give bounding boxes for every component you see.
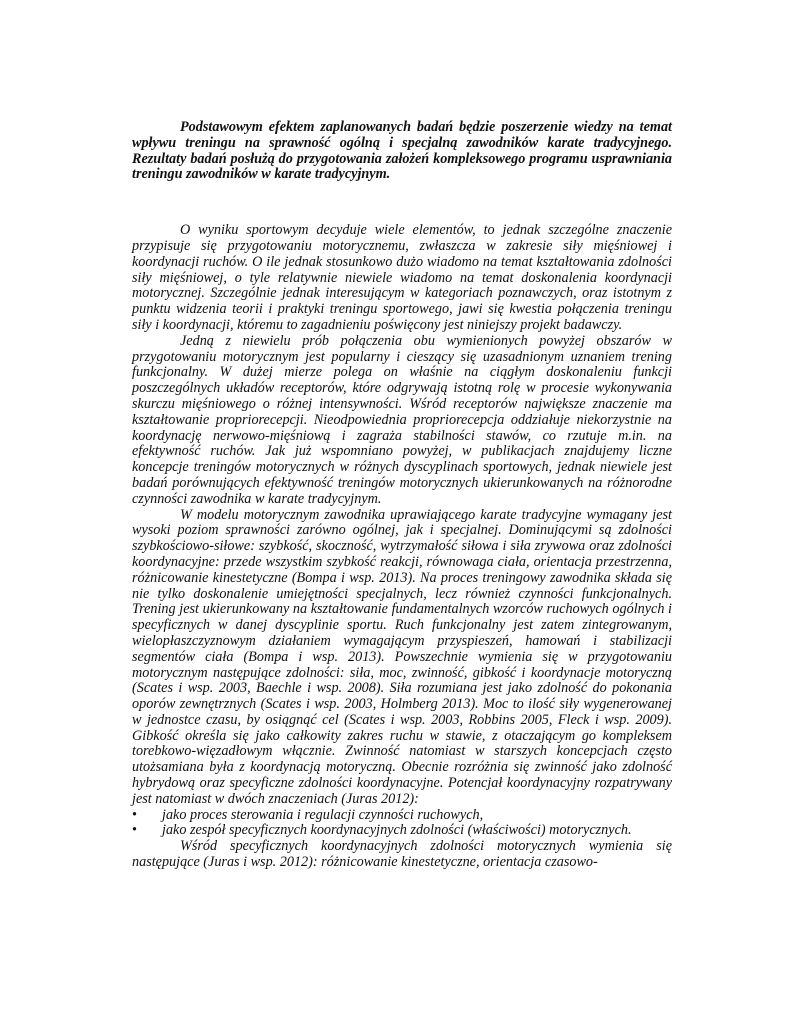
bullet-list	[132, 808, 672, 840]
bullet-text: jako zespół specyficznych koordynacyjnych zdolności (właściwości) motorycznych.	[162, 822, 632, 839]
bullet-item	[132, 808, 672, 824]
body-paragraph: Jedną z niewielu prób połączenia obu wymienionych powyżej obszarów w przygotowaniu motorycznym jest popularny i cieszący się uzasadnionym uznaniem trening funkcjonalny. W dużej mierze polega on właśnie na ciągłym doskonaleniu funkcji poszczególnych układów receptorów, które odgrywają istotną rolę w procesie wykonywania skurczu mięśniowego o różnej intensywności. Wśród receptorów największe znaczenie ma kształtowanie propriorecepcji. Nieodpowiednia propriorecepcja oddziałuje niekorzystnie na koordynację nerwowo-mięśniową i zagraża stabilności stawów, co rzutuje m.in. na efektywność ruchów. Jak już wspomniano powyżej, w publikacjach znajdujemy liczne koncepcje treningów motorycznych w różnych dyscyplinach sportowych, jednak niewiele jest badań porównujących efektywność treningów motorycznych ukierunkowanych na różnorodne czynności zawodnika w karate tradycyjnym.	[132, 332, 672, 507]
abstract-paragraph: Podstawowym efektem zaplanowanych badań będzie poszerzenie wiedzy na temat wpływu treningu na sprawność ogólną i specjalną zawodników karate tradycyjnego. Rezultaty badań posłużą do przygotowania założeń kompleksowego programu usprawniania treningu zawodników w karate tradycyjnym.	[132, 119, 672, 183]
bullet-item	[132, 823, 672, 839]
body-paragraph: W modelu motorycznym zawodnika uprawiającego karate tradycyjne wymagany jest wysoki poziom sprawności zarówno ogólnej, jak i specjalnej. Dominującymi są zdolności szybkościowo-siłowe: szybkość, skoczność, wytrzymałość siłowa i siła zrywowa oraz zdolności koordynacyjne: przede wszystkim szybkość reakcji, równowaga ciała, orientacja przestrzenna, różnicowanie kinestetyczne (Bompa i wsp. 2013). Na proces treningowy zawodnika składa się nie tylko doskonalenie umiejętności specjalnych, lecz również czynności funkcjonalnych. Trening jest ukierunkowany na kształtowanie fundamentalnych wzorców ruchowych ogólnych i specyficznych w danej dyscyplinie sportu. Ruch funkcjonalny jest zatem zintegrowanym, wielopłaszczyznowym działaniem wymagającym przyspieszeń, hamowań i stabilizacji segmentów ciała (Bompa i wsp. 2013). Powszechnie wymienia się w przygotowaniu motorycznym następujące zdolności: siła, moc, zwinność, gibkość i koordynacje motoryczną (Scates i wsp. 2003, Baechle i wsp. 2008). Siła rozumiana jest jako zdolność do pokonania oporów zewnętrznych (Scates i wsp. 2003, Holmberg 2013). Moc to ilość siły wygenerowanej w jednostce czasu, by osiągnąć cel (Scates i wsp. 2003, Robbins 2005, Fleck i wsp. 2009). Gibkość określa się jako całkowity zakres ruchu w stawie, z otaczającym go kompleksem torebkowo-więzadłowym włącznie. Zwinność natomiast w starszych koncepcjach często utożsamiana była z koordynacją motoryczną. Obecnie rozróżnia się zwinność jako zdolność hybrydową oraz specyficzne zdolności koordynacyjne. Potencjał koordynacyjny rozpatrywany jest natomiast w dwóch znaczeniach (Juras 2012):	[132, 506, 672, 807]
bullet-text: jako proces sterowania i regulacji czynności ruchowych,	[162, 806, 484, 823]
document-page	[132, 120, 672, 871]
body-paragraph: Wśród specyficznych koordynacyjnych zdolności motorycznych wymienia się następujące (Juras i wsp. 2012): różnicowanie kinestetyczne, orientacja czasowo-	[132, 838, 672, 871]
bullet-icon: •	[132, 806, 137, 823]
bullet-icon: •	[132, 822, 137, 839]
body-paragraph: O wyniku sportowym decyduje wiele elementów, to jednak szczególne znaczenie przypisuje się przygotowaniu motorycznemu, zwłaszcza w zakresie siły mięśniowej i koordynacji ruchów. O ile jednak stosunkowo dużo wiadomo na temat kształtowania zdolności siły mięśniowej, o tyle relatywnie niewiele wiadomo na temat doskonalenia koordynacji motorycznej. Szczególnie jednak interesującym w kategoriach poznawczych, oraz istotnym z punktu widzenia teorii i praktyki treningu sportowego, jawi się kwestia połączenia treningu siły i koordynacji, któremu to zagadnieniu poświęcony jest niniejszy projekt badawczy.	[132, 222, 672, 333]
